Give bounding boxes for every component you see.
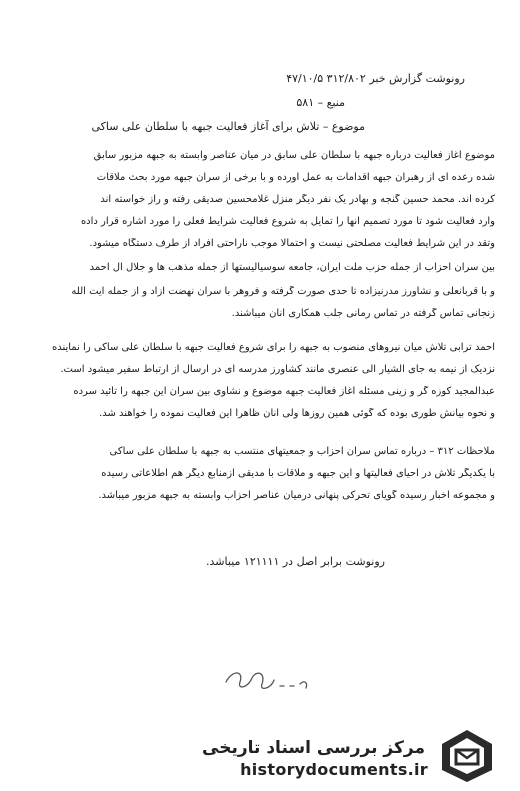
handwritten-signature [222, 662, 312, 696]
body-line: بین سران احزاب از جمله حزب ملت ایران، جامعه سوسیالیستها از جمله مذهب ها و جلال آل احمد [89, 262, 495, 273]
report-source: منبع – ۵۸۱ [296, 96, 345, 109]
body-line: عبدالمجید کوزه گر و زینی مسئله آغاز فعالیت جبهه موضوع و نشاوی بین سران این جبهه را تائید سرده [73, 386, 495, 397]
body-line: زنجانی تماس گرفته در تماس رمانی جلب همکاری آنان میباشند. [231, 308, 495, 319]
body-line: ملاحظات ۳۱۲ – درباره تماس سران احزاب و جمعیتهای منتسب به جبهه با سلطان علی ساکی [109, 446, 495, 457]
body-line: شده رعده ای از رهبران جبهه اقدامات به عمل آورده و با برخی از سران جبهه مورد بحث ملاقات [96, 172, 495, 183]
body-line: کرده اند. محمد حسین گنجه و بهادر یک نفر دیگر منزل غلامحسین صدیقی رفته و راز خواسته اند [100, 194, 495, 205]
body-line: با یکدیگر تلاش در احیای فعالیتها و این جبهه و ملاقات با مدیقی ازمنابع دیگر هم اطلاعاتی رسیده [101, 468, 495, 479]
archive-logo-url: historydocuments.ir [240, 760, 428, 779]
copy-note: رونوشت برابر اصل در ۱۲۱۱۱۱ میباشد. [206, 555, 385, 568]
report-subject: موضوع – تلاش برای آغاز فعالیت جبهه با سلطان علی ساکی [91, 120, 365, 133]
body-line: و با قربانعلی و نشاورز مدرنیزاده تا حدی صورت گرفته و فروهر با سران نهضت آزاد و از جمله آیت الله [71, 286, 495, 297]
body-line: و نحوه بیانش طوری بوده که گوئی همین روزها ولی آنان ظاهرا این فعالیت نموده را خواهند شد. [99, 408, 495, 419]
archive-logo-icon [438, 728, 496, 784]
body-line: و مجموعه اخبار رسیده گویای تحرکی پنهانی درمیان عناصر احزاب وابسته به جبهه مزبور میباشد. [98, 490, 495, 501]
report-reference: رونوشت گزارش خبر ۳۱۲/۸۰۲ ۴۷/۱۰/۵ [286, 72, 465, 85]
body-line: موضوع آغاز فعالیت درباره جبهه با سلطان علی سابق در میان عناصر وابسته به جبهه مزبور سابق [93, 150, 495, 161]
body-line: وارد فعالیت شود تا مورد تصمیم آنها را تمایل به شروع فعالیت شرایط فعلی را مورد اشاره قرار داده [80, 216, 495, 227]
body-line: نزدیک از نیمه به جای الشیار الی عنصری مانند کشاورز مدرسه ای در ارسال از ارتباط سفیر میشود است. [60, 364, 495, 375]
body-line: وتقد در این شرایط فعالیت مصلحتی نیست و احتمالا موجب ناراحتی افراد از طرف دستگاه میشود. [89, 238, 495, 249]
archive-logo-name: مرکز بررسی اسناد تاریخی [202, 738, 425, 758]
body-line: احمد ترابی تلاش میان نیروهای منصوب به جبهه را برای شروع فعالیت جبهه با سلطان علی ساکی را نماینده [51, 342, 495, 353]
